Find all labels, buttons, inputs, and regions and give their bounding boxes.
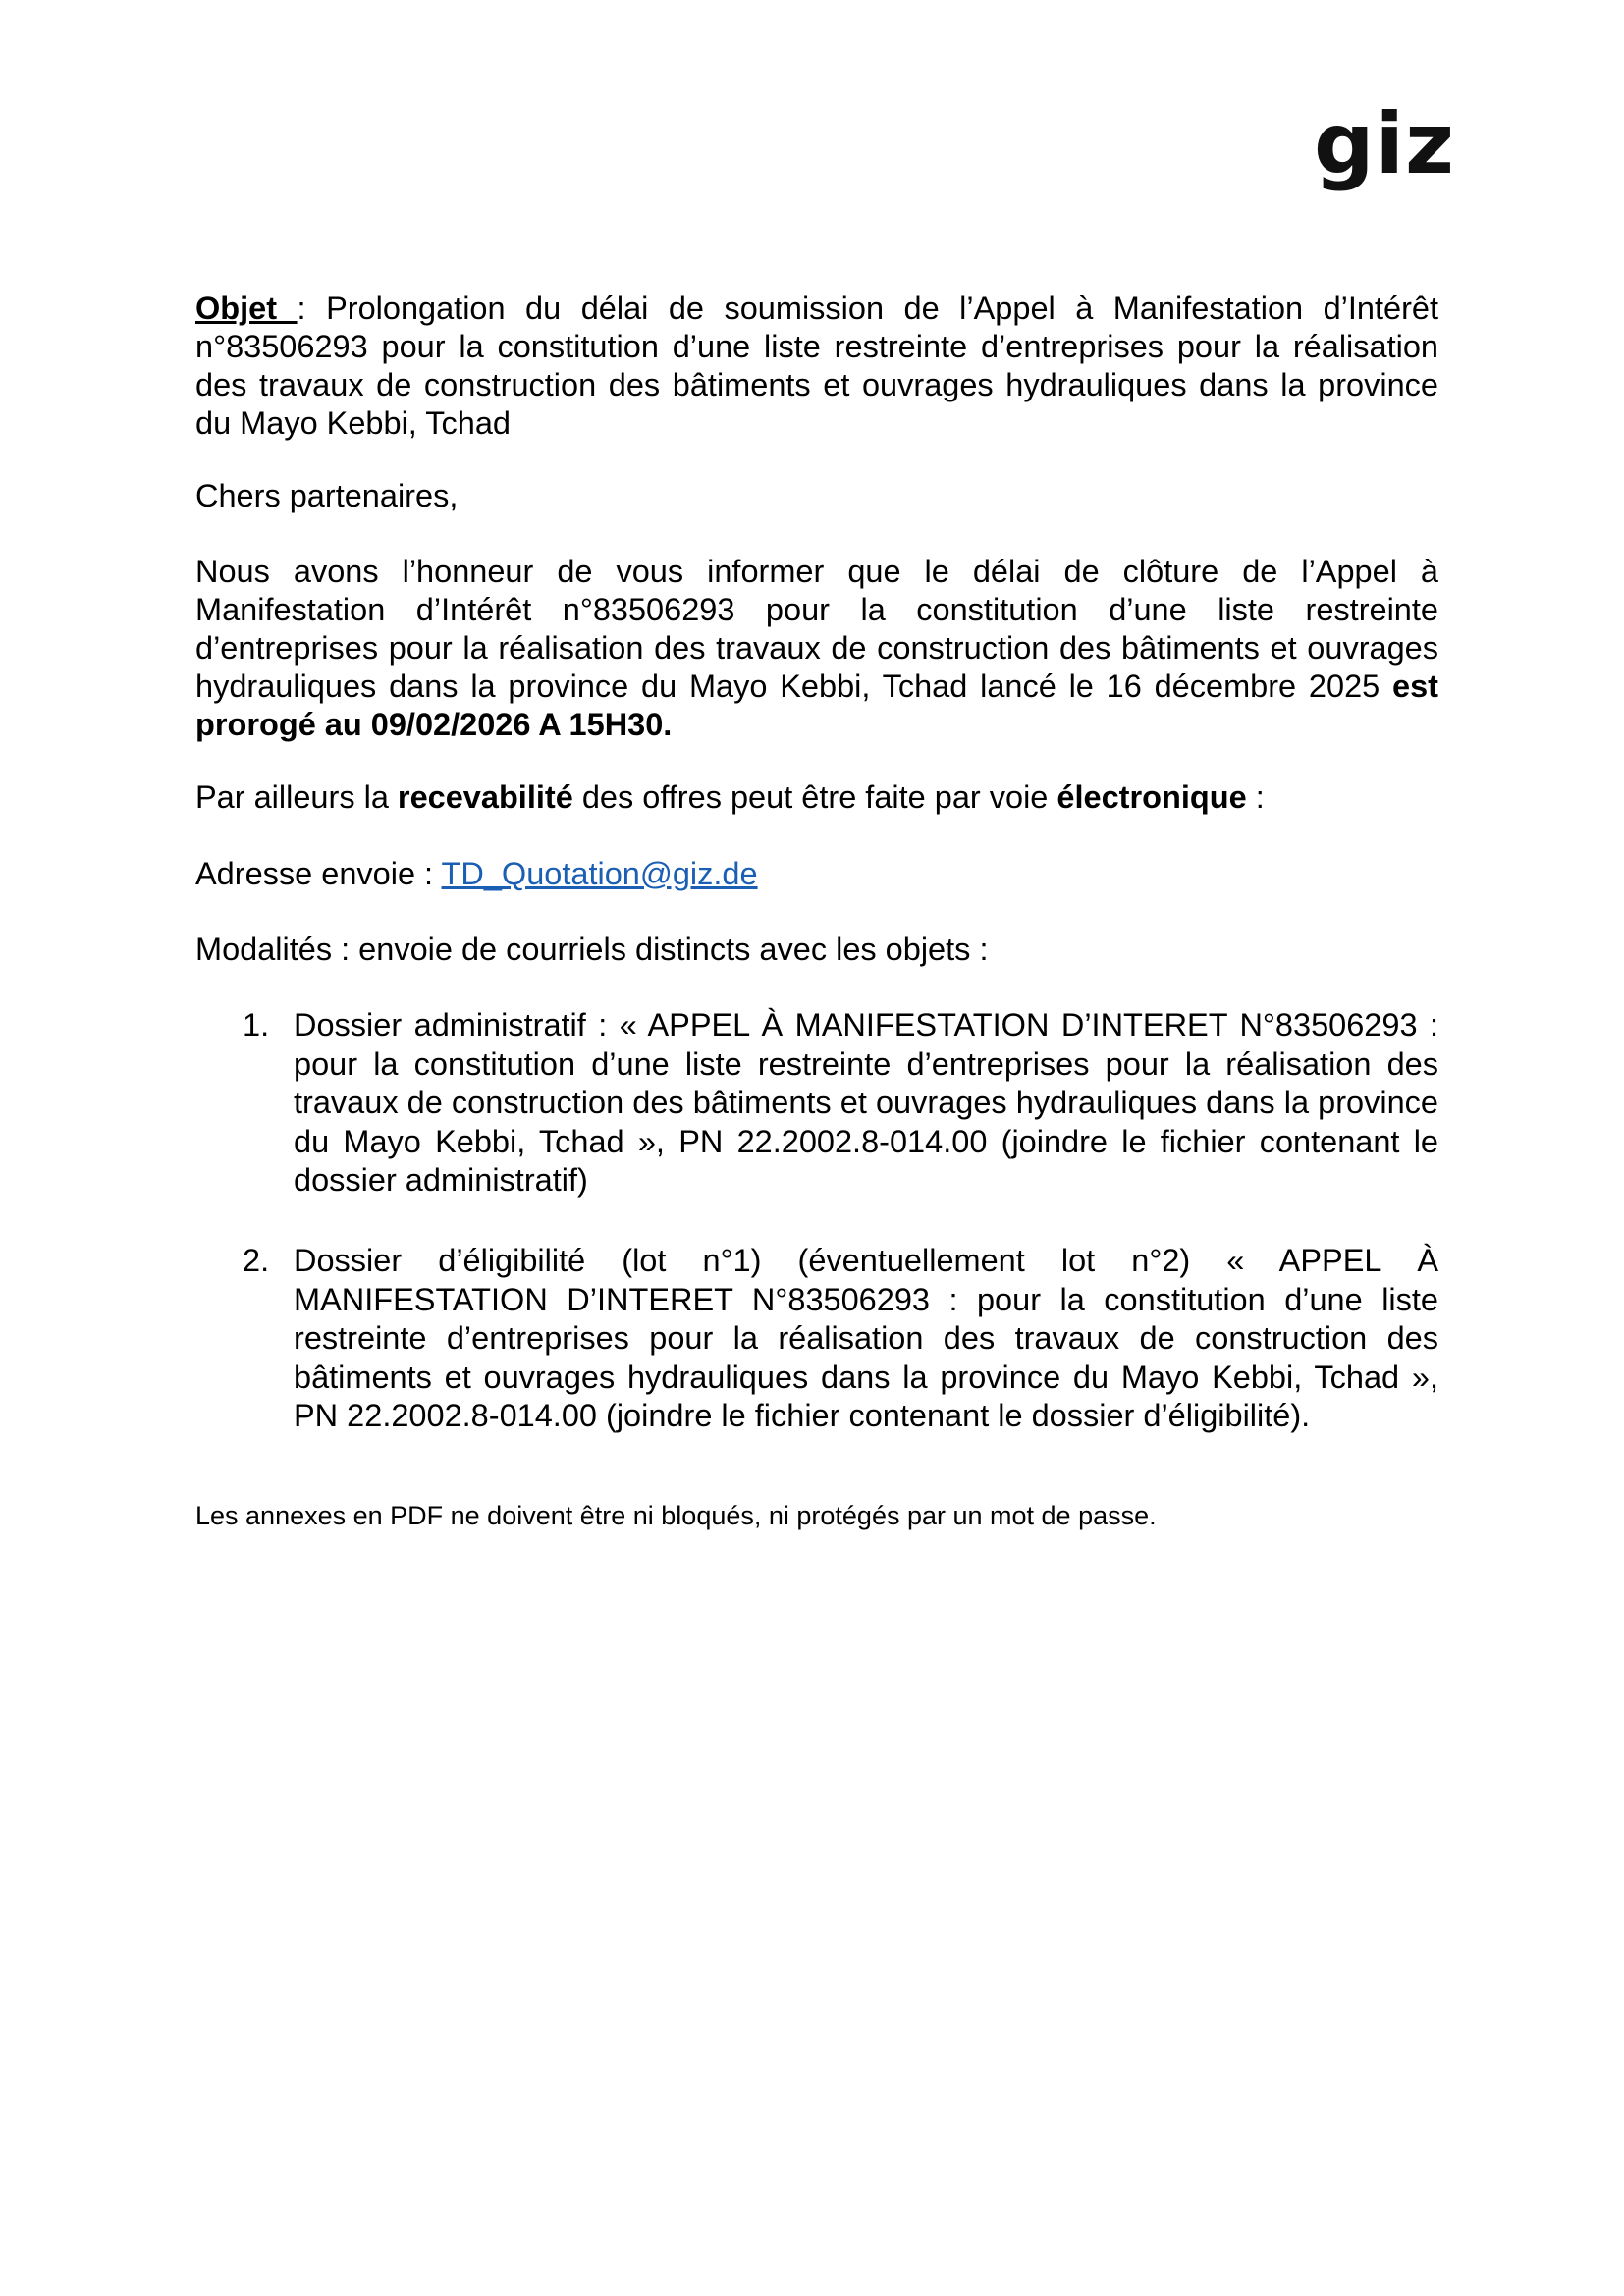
objet-label: Objet (195, 291, 298, 326)
electronique-bold: électronique (1056, 779, 1247, 815)
objet-separator: : (297, 291, 327, 326)
list-item-content (195, 1006, 1438, 1201)
list-item-text: Dossier d’éligibilité (lot n°1) (éventuellement lot n°2) « APPEL À MANIFESTATION D’INTERET N°83506293 : pour la constitution d’une liste restreinte d’entreprises pour la réalisation des travaux de construction des bâtiments et ouvrages hydrauliques dans la province du Mayo Kebbi, Tchad », PN 22.2002.8-014.00 (joindre le fichier contenant le dossier d’éligibilité). (294, 1243, 1438, 1433)
adresse-line (195, 855, 1438, 893)
objet-paragraph (195, 290, 1438, 443)
main-paragraph-text: Nous avons l’honneur de vous informer que le délai de clôture de l’Appel à Manifestation d’Intérêt n°83506293 pour la constitution d’une liste restreinte d’entreprises pour la réalisation des travaux de construction des bâtiments et ouvrages hydrauliques dans la province du Mayo Kebbi, Tchad lancé le 16 décembre 2025 (195, 554, 1438, 704)
recevabilite-paragraph (195, 778, 1438, 817)
adresse-label: Adresse envoie : (195, 856, 442, 891)
list-item-text: Dossier administratif : « APPEL À MANIFESTATION D’INTERET N°83506293 : pour la constitution d’une liste restreinte d’entreprises pour la réalisation des travaux de construction des bâtiments et ouvrages hydrauliques dans la province du Mayo Kebbi, Tchad », PN 22.2002.8-014.00 (joindre le fichier contenant le dossier administratif) (294, 1007, 1438, 1198)
recevabilite-bold: recevabilité (397, 779, 573, 815)
email-link[interactable]: TD_Quotation@giz.de (441, 856, 758, 891)
list-item (195, 1006, 1438, 1201)
salutation: Chers partenaires, (195, 478, 459, 513)
recevabilite-text-3: : (1246, 779, 1265, 815)
recevabilite-text-1: Par ailleurs la (195, 779, 398, 815)
main-paragraph (195, 553, 1438, 744)
footnote: Les annexes en PDF ne doivent être ni bloqués, ni protégés par un mot de passe. (195, 1501, 1157, 1530)
deadline-extension: est prorogé au 09/02/2026 A 15H30. (195, 668, 1438, 742)
list-item-number: 2. (243, 1243, 270, 1278)
recevabilite-text-2: des offres peut être faite par voie (572, 779, 1057, 815)
modalites-line: Modalités : envoie de courriels distincts avec les objets : (195, 932, 989, 967)
objet-text: Prolongation du délai de soumission de l’Appel à Manifestation d’Intérêt n°83506293 pour la constitution d’une liste restreinte d’entreprises pour la réalisation des travaux de construction des bâtiments et ouvrages hydrauliques dans la province du Mayo Kebbi, Tchad (195, 291, 1439, 441)
list-item (195, 1242, 1438, 1436)
list-item-number: 1. (243, 1007, 270, 1042)
list-item-content (195, 1242, 1438, 1436)
giz-logo: giz (1314, 95, 1456, 193)
